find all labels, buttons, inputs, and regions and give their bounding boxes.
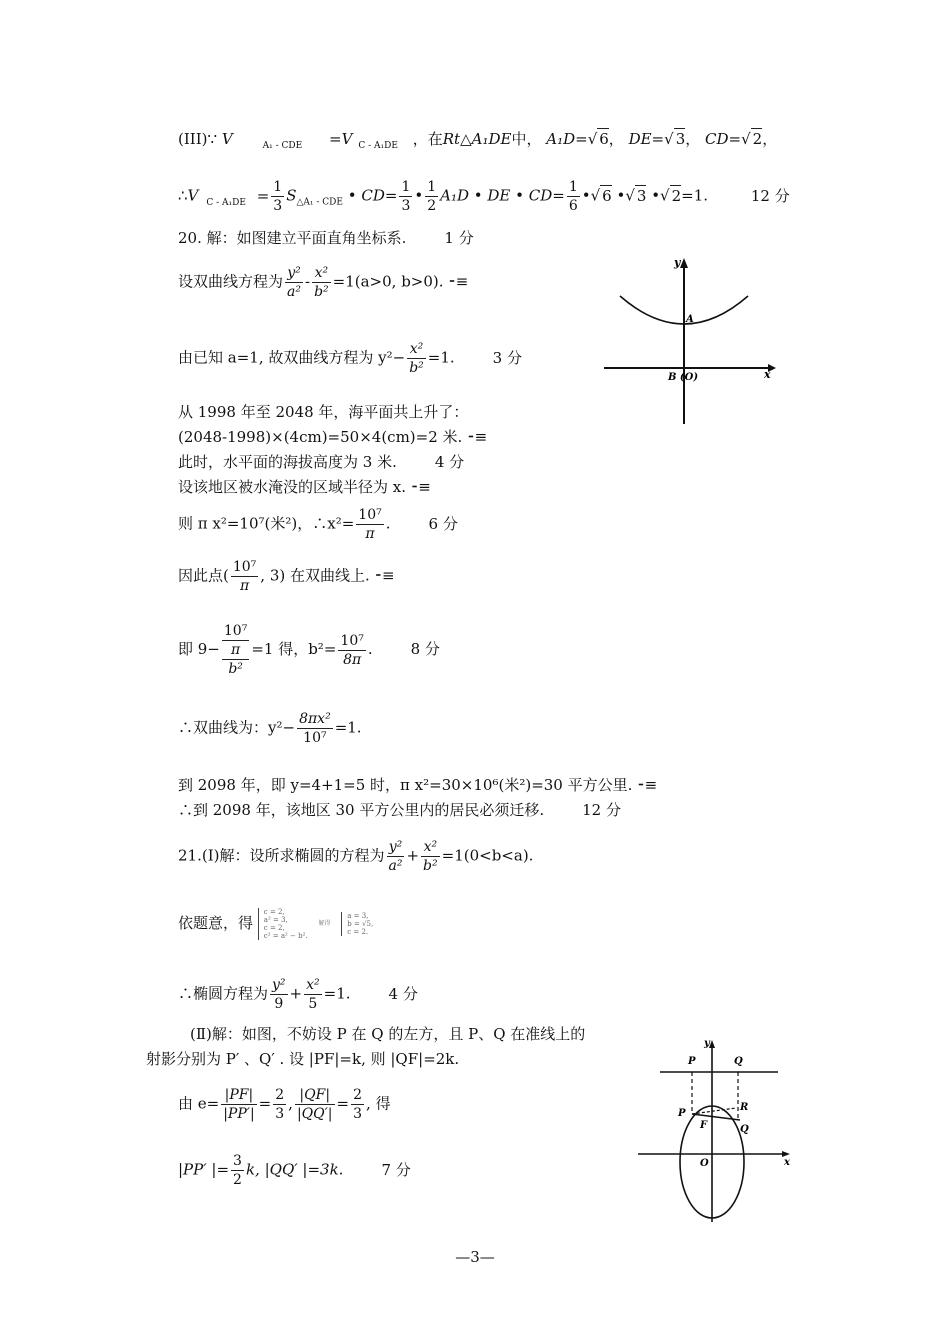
line-6: 从 1998 年至 2048 年，海平面共上升了： <box>178 403 469 421</box>
text: = <box>336 1094 350 1113</box>
text: . <box>367 640 373 658</box>
line-17 <box>178 908 373 940</box>
text: = <box>258 1094 272 1113</box>
fraction: $\frac{1}{3}$ <box>401 179 411 214</box>
line-22 <box>178 1152 411 1189</box>
line-20: 射影分别为 P′ 、Q′ . 设 |PF|=k, 则 |QF|=2k. <box>146 1050 460 1068</box>
x-label: x <box>784 1157 790 1168</box>
line-5 <box>178 340 522 377</box>
text: , <box>288 1094 293 1113</box>
text: DE= <box>628 130 665 148</box>
text: △A₁ - CDE <box>296 197 343 208</box>
text: , 得 <box>366 1094 391 1113</box>
text: • <box>414 186 424 205</box>
line-10 <box>178 506 458 543</box>
origin-label: B (O) <box>668 372 699 383</box>
text: c = 2. <box>347 928 369 936</box>
line-4 <box>178 264 468 301</box>
text: V <box>187 186 199 205</box>
text: Rt△A₁DE <box>442 130 512 148</box>
text: C - A₁DE <box>206 197 246 208</box>
text: V <box>341 130 353 148</box>
text: A₁D • DE • CD= <box>440 186 565 205</box>
text: CD= <box>705 130 742 148</box>
text: 则 π x²=10⁷(米²)，∴x²= <box>178 514 355 533</box>
line-11 <box>178 558 395 595</box>
p-prime-label: P <box>688 1056 696 1067</box>
text: C - A₁DE <box>358 141 398 151</box>
text: ，在 <box>412 130 443 148</box>
fraction: $\frac{\text{10⁷}}{\pi}$ <box>232 559 257 594</box>
text: 此时，水平面的海拔高度为 3 米. <box>178 453 397 471</box>
text: a² = 3, <box>263 916 288 924</box>
points-marker: 12 分 <box>750 186 790 205</box>
text: =1. <box>427 348 455 367</box>
origin-label: O <box>700 1158 709 1169</box>
f-label: F <box>700 1120 708 1131</box>
points-marker: 8 分 <box>410 640 440 658</box>
q-prime-label: Q <box>734 1056 743 1067</box>
text: 21.(Ⅰ)解：设所求椭圆的方程为 <box>178 846 385 865</box>
points-marker: 12 分 <box>582 801 621 819</box>
sqrt-radicand: 2 <box>671 186 682 205</box>
line-15 <box>178 800 621 820</box>
points-marker: 4 分 <box>434 453 465 471</box>
line-13 <box>178 710 362 747</box>
r-label: R <box>740 1102 749 1113</box>
line-12 <box>178 622 440 678</box>
text: ∴ <box>178 186 188 205</box>
line-18 <box>178 976 418 1013</box>
text: c = 2, <box>263 924 285 932</box>
line-16 <box>178 838 533 875</box>
line-3 <box>178 228 474 248</box>
fraction: $\frac{\text{y²}}{9}$ <box>272 977 286 1012</box>
text: + <box>289 984 303 1003</box>
text: a = 3, <box>347 912 369 920</box>
text: S <box>286 186 297 205</box>
text: b = √5, <box>347 920 374 928</box>
x-label: x <box>764 368 771 381</box>
y-arrow <box>709 1040 715 1048</box>
points-marker: 1 分 <box>444 229 474 247</box>
text: . <box>385 514 391 533</box>
fraction: $\frac{\text{8πx²}}{\text{10⁷}}$ <box>299 711 331 746</box>
y-label: y <box>674 256 681 269</box>
line-7: (2048-1998)×(4cm)=50×4(cm)=2 米. ⁃≡ <box>178 428 488 446</box>
text: 解得 <box>318 920 331 927</box>
text: 由已知 a=1, 故双曲线方程为 y²− <box>178 348 406 367</box>
text: 20. 解：如图建立平面直角坐标系. <box>178 229 407 247</box>
sqrt-radicand: 6 <box>602 186 612 205</box>
text: = <box>256 186 270 205</box>
fraction: $\frac{\text{x²}}{\text{b²}}$ <box>409 341 424 376</box>
sqrt-radicand: 2 <box>752 130 763 148</box>
text: =1. <box>334 718 362 737</box>
hyperbola-figure <box>598 252 784 428</box>
fraction: $\frac{\text{y²}}{\text{a²}}$ <box>287 265 301 300</box>
page-number: —3— <box>455 1248 495 1266</box>
text: , 3) 在双曲线上. ⁃≡ <box>260 566 395 585</box>
text: c = 2, <box>263 908 285 916</box>
fraction: $\frac{\text{x²}}{5}$ <box>306 977 320 1012</box>
fraction: $\frac{2}{3}$ <box>353 1087 363 1122</box>
fraction: $\frac{\text{y²}}{\text{a²}}$ <box>388 839 403 874</box>
text: = <box>328 130 342 148</box>
y-arrow <box>680 258 688 268</box>
text: ∴到 2098 年，该地区 30 平方公里内的居民必须迁移. <box>178 801 545 819</box>
fraction: $\frac{1}{2}$ <box>427 179 437 214</box>
text: =1. <box>681 186 709 205</box>
text: 因此点( <box>178 566 229 585</box>
text: ∴椭圆方程为 <box>178 984 269 1003</box>
text: ， <box>762 130 778 148</box>
fraction: $\frac{|PF|}{|PP'|}$ <box>223 1087 255 1122</box>
equation-system <box>258 908 308 940</box>
line-2: ∴V $_{C - A_1DE}$ = $\frac{1}{3}$ $S_{\triangle A_1 - CDE}$ • CD= $\frac{1}{3}$ • $\frac{1}{2}$ A₁D • DE • CD= $\frac{1}{6}$ •√ 6 •√ 3 •√ 2=1. 12 分 <box>178 179 790 214</box>
compound-fraction: 10⁷ π b² <box>223 623 248 677</box>
ellipse-figure <box>636 1034 796 1230</box>
text: =1. <box>323 984 351 1003</box>
sqrt-radicand: 3 <box>636 186 647 205</box>
points-marker: 3 分 <box>492 348 522 367</box>
text: =1(a>0, b>0). ⁃≡ <box>332 272 469 291</box>
text: 设双曲线方程为 <box>178 272 284 291</box>
line-9: 设该地区被水淹没的区域半径为 x. ⁃≡ <box>178 478 431 496</box>
text: k, |QQ′ |=3k. <box>245 1160 344 1179</box>
equation-system <box>341 912 373 936</box>
text: 中， <box>511 130 542 148</box>
text: |PP′ |= <box>178 1160 230 1179</box>
fraction: $\frac{3}{2}$ <box>233 1153 242 1188</box>
fraction: $\frac{|QF|}{|QQ'|}$ <box>296 1087 333 1122</box>
line-14: 到 2098 年，即 y=4+1=5 时，π x²=30×10⁶(米²)=30 平方公里. ⁃≡ <box>178 776 658 794</box>
fraction: $\frac{\text{10⁷}}{8\pi}$ <box>340 632 364 668</box>
text: 依题意，得 <box>178 914 254 932</box>
points-marker: 6 分 <box>428 514 458 533</box>
q-label: Q <box>740 1124 749 1135</box>
fraction: $\frac{2}{3}$ <box>275 1087 285 1122</box>
fraction: $\frac{\text{x²}}{\text{b²}}$ <box>314 265 329 300</box>
fraction: $\frac{\text{10⁷}}{\pi}$ <box>358 507 382 542</box>
fraction: $\frac{1}{6}$ <box>568 179 578 214</box>
sqrt-radicand: 3 <box>675 130 686 148</box>
text: =1(0<b<a). <box>441 846 534 865</box>
text: A₁ - CDE <box>262 141 303 151</box>
a-label: A <box>686 314 694 325</box>
text: (III) <box>178 130 208 148</box>
text: 即 9− <box>178 640 220 658</box>
text: - <box>304 272 311 291</box>
p-label: P <box>678 1108 686 1119</box>
text: ∴双曲线为：y²− <box>178 718 296 737</box>
sqrt-radicand: 6 <box>599 130 609 148</box>
line-19: (Ⅱ)解：如图，不妨设 P 在 Q 的左方，且 P、Q 在准线上的 <box>190 1025 586 1043</box>
points-marker: 4 分 <box>388 984 418 1003</box>
text: ∵ <box>207 130 218 148</box>
text: 由 e= <box>178 1094 220 1113</box>
line-1: (III)∵ V $_{A_1 - CDE}$ =V $_{C - A_1DE}$ ，在Rt△A₁DE中， A₁D=√ 6， DE=√ 3， CD=√ 2， <box>178 130 778 151</box>
text: + <box>406 846 420 865</box>
fraction: $\frac{1}{3}$ <box>273 179 283 214</box>
text: V <box>221 130 233 148</box>
line-21 <box>178 1086 391 1123</box>
text: • CD= <box>347 186 398 205</box>
text: =1 得，b²= <box>251 640 337 658</box>
line-8 <box>178 452 464 472</box>
text: c² = a² − b². <box>263 932 308 940</box>
text: A₁D= <box>546 130 588 148</box>
points-marker: 7 分 <box>381 1160 411 1179</box>
fraction: $\frac{\text{x²}}{\text{b²}}$ <box>423 839 438 874</box>
y-label: y <box>704 1038 710 1049</box>
